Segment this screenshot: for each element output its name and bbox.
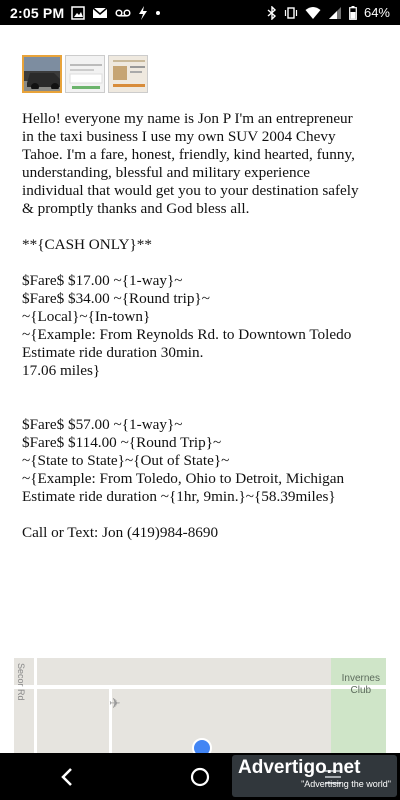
location-pin-icon[interactable]	[192, 738, 212, 753]
flash-icon	[138, 6, 148, 20]
map-street-label: Secor Rd	[16, 663, 26, 701]
airport-icon: ✈	[109, 695, 121, 711]
home-button[interactable]	[180, 757, 220, 797]
ad-description: Hello! everyone my name is Jon P I'm an entrepreneur in the taxi business I use my own SUV 2004 Chevy Tahoe. I'm a fare, honest, friendly, kind hearted, funny, understanding, blessful and military experience individual that would get you to your destination safely & promptly thanks and God bless all. **{CASH ONLY}** $Fare$ $17.00 ~{1-way}~ $Fare$ $34.00 ~{Round trip}~ ~{Local}~{In-town} ~{Example: From Reynolds Rd. to Downtown Toledo Estimate ride duration 30min. 17.06 miles} $Fare$ $57.00 ~{1-way}~ $Fare$ $114.00 ~{Round Trip}~ ~{State to State}~{Out of State}~ ~{Example: From Toledo, Ohio to Detroit, Michigan Estimate ride duration ~{1hr, 9min.}~{58.39miles} Call or Text: Jon (419)984-8690	[22, 110, 359, 541]
ad-detail-page[interactable]	[0, 25, 400, 753]
mail-notification-icon	[92, 6, 108, 20]
vibrate-icon	[284, 6, 298, 20]
status-time: 2:05 PM	[10, 4, 65, 21]
status-bar	[0, 0, 400, 25]
watermark-slogan: "Advertising the world"	[301, 779, 391, 789]
wifi-icon	[305, 6, 321, 20]
map-road	[34, 658, 37, 753]
battery-icon	[349, 6, 357, 20]
photo-thumbnails	[22, 55, 148, 93]
thumb-screenshot-2[interactable]	[65, 55, 105, 93]
map-place-label: Invernes Club	[341, 673, 380, 696]
thumb-screenshot-3[interactable]	[108, 55, 148, 93]
signal-icon	[328, 6, 342, 20]
map-road	[14, 685, 386, 689]
thumb-suv-photo[interactable]	[22, 55, 62, 93]
image-notification-icon	[71, 6, 85, 20]
bluetooth-icon	[267, 6, 277, 20]
voicemail-icon	[115, 6, 131, 20]
status-right	[267, 5, 390, 20]
watermark-text: Advertigo.net	[238, 757, 361, 778]
status-left	[10, 5, 161, 21]
location-map[interactable]	[14, 658, 386, 753]
watermark-logo	[232, 755, 397, 797]
back-button[interactable]	[47, 757, 87, 797]
battery-percentage: 64%	[363, 5, 390, 20]
more-notifications-dot-icon	[155, 6, 161, 20]
